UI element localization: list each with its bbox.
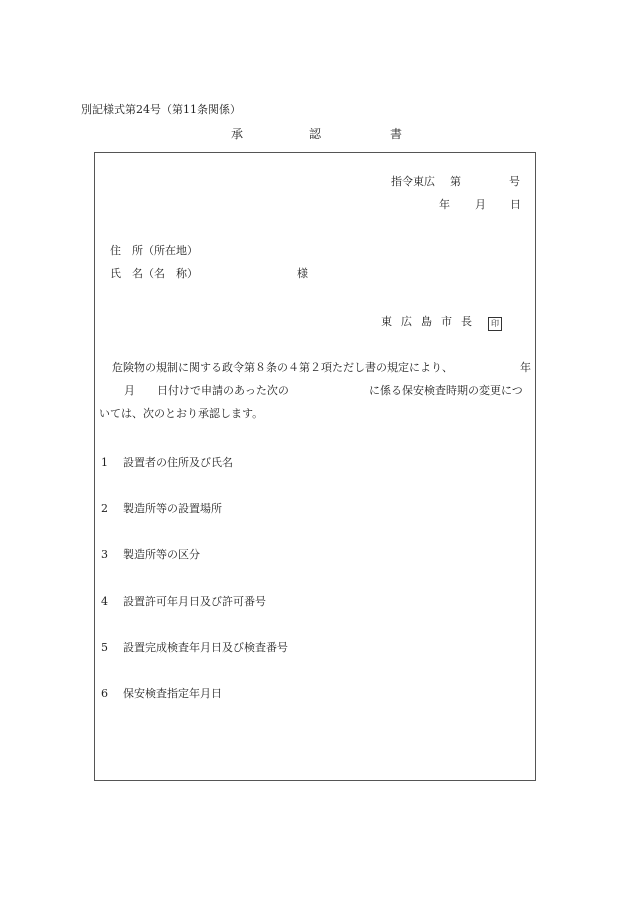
list-item-text: 製造所等の区分 (123, 548, 200, 561)
list-item (101, 457, 233, 468)
list-item-text: 製造所等の設置場所 (123, 502, 222, 515)
document-number-dai: 第 (450, 175, 461, 188)
recipient-honorific: 様 (297, 267, 308, 280)
document-number-prefix: 指令東広 (391, 175, 435, 188)
list-item-text: 保安検査指定年月日 (123, 687, 222, 700)
list-item (101, 688, 222, 699)
list-item-number: 5 (101, 641, 108, 654)
issue-date-month-label: 月 (475, 198, 486, 211)
list-item (101, 503, 222, 514)
list-item-number: 4 (101, 595, 108, 608)
list-item-number: 2 (101, 502, 108, 515)
document-title-char-2: 認 (309, 127, 322, 141)
list-item (101, 549, 200, 560)
document-number-go: 号 (509, 175, 520, 188)
issue-date-year-label: 年 (439, 198, 450, 211)
list-item (101, 642, 288, 653)
list-item-text: 設置許可年月日及び許可番号 (123, 595, 266, 608)
document-title-char-1: 承 (231, 127, 244, 141)
issuer-char: 島 (421, 315, 432, 328)
list-item-number: 1 (101, 456, 108, 469)
seal-icon: 印 (488, 317, 502, 331)
body-text-line-3: いては、次のとおり承認します。 (99, 407, 264, 420)
list-item-number: 3 (101, 548, 108, 561)
body-text-year: 年 (520, 361, 531, 374)
issuer-char: 広 (401, 315, 412, 328)
body-text-line-2a: 月 日付けで申請のあった次の (124, 384, 289, 397)
body-text-line-2b: に係る保安検査時期の変更につ (369, 384, 523, 397)
list-item-text: 設置完成検査年月日及び検査番号 (123, 641, 288, 654)
list-item-number: 6 (101, 687, 108, 700)
issuer-char: 東 (381, 315, 392, 328)
issuer-char: 長 (461, 315, 472, 328)
recipient-address-label: 住 所（所在地） (110, 244, 198, 257)
form-reference: 別記様式第24号（第11条関係） (81, 103, 241, 116)
issuer-title (381, 316, 502, 331)
list-item (101, 596, 266, 607)
document-title-char-3: 書 (390, 127, 403, 141)
recipient-name-label: 氏 名（名 称） (110, 267, 198, 280)
issue-date-day-label: 日 (510, 198, 521, 211)
list-item-text: 設置者の住所及び氏名 (123, 456, 233, 469)
issuer-char: 市 (441, 315, 452, 328)
body-text-line-1: 危険物の規制に関する政令第８条の４第２項ただし書の規定により、 (112, 361, 453, 374)
